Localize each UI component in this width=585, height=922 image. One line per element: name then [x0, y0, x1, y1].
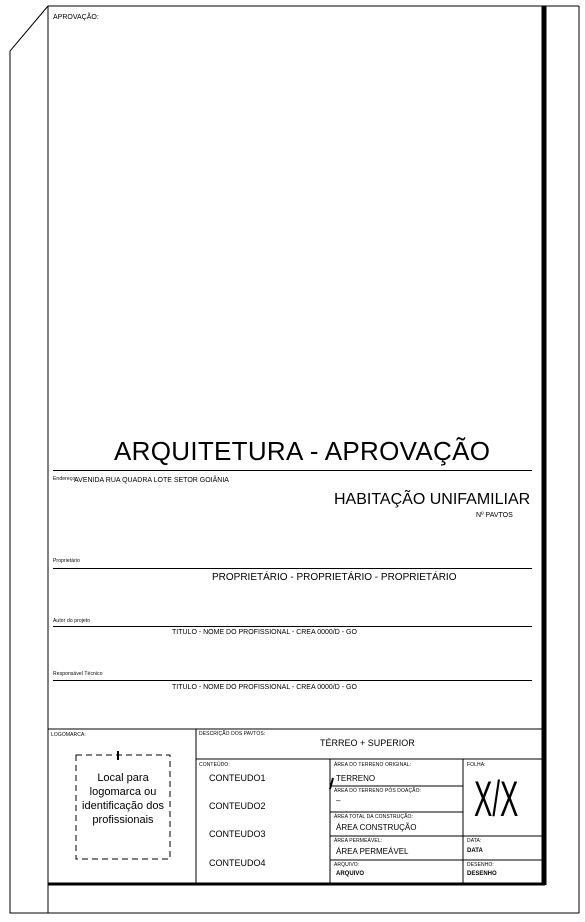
address-value: AVENIDA RUA QUADRA LOTE SETOR GOIÂNIA [74, 477, 229, 484]
area-original-label: ÁREA DO TERRENO ORIGINAL: [334, 762, 412, 768]
file-value: ARQUIVO [336, 871, 365, 877]
file-label: ARQUIVO: [334, 862, 360, 868]
responsible-label: Responsável Técnico [53, 671, 103, 677]
drawing-label: DESENHO: [467, 862, 494, 868]
owner-label: Proprietário [53, 558, 81, 564]
area-built-value: ÁREA CONSTRUÇÃO [336, 823, 417, 832]
area-built-label: ÁREA TOTAL DA CONSTRUÇÃO: [334, 814, 413, 820]
sheet-label: FOLHA: [467, 762, 486, 768]
address-label: Endereço: [53, 476, 77, 482]
date-value: DATA [467, 848, 483, 854]
date-label: DATA: [467, 838, 482, 844]
floors-count: Nº PAVTOS [476, 512, 513, 519]
logo-label: LOGOMARCA: [51, 732, 86, 738]
page-title: ARQUITETURA - APROVAÇÃO [114, 436, 491, 466]
area-original-value: TERRENO [336, 774, 376, 783]
logo-placeholder: Local para logomarca ou identificação dos profissionais [82, 772, 164, 826]
content-item-1: CONTEUDO1 [209, 773, 266, 783]
responsible-value: TITULO - NOME DO PROFISSIONAL - CREA 0000/D - GO [172, 684, 357, 691]
author-label: Autor do projeto [53, 618, 91, 624]
area-permeable-label: ÁREA PERMEÁVEL: [334, 838, 383, 844]
area-after-value: – [336, 796, 341, 805]
owner-value: PROPRIETÁRIO - PROPRIETÁRIO - PROPRIETÁRIO [212, 572, 457, 583]
floors-desc-label: DESCRIÇÃO DOS PAVTOS: [199, 731, 266, 737]
sheet-number: X/X [474, 771, 519, 827]
content-item-4: CONTEUDO4 [209, 858, 266, 868]
approval-label: APROVAÇÃO: [53, 14, 99, 21]
floors-desc-value: TÉRREO + SUPERIOR [320, 738, 415, 748]
content-item-3: CONTEUDO3 [209, 829, 266, 839]
content-item-2: CONTEUDO2 [209, 801, 266, 811]
content-label: CONTEÚDO: [199, 762, 230, 768]
author-value: TITULO - NOME DO PROFISSIONAL - CREA 0000/D - GO [172, 629, 357, 636]
area-permeable-value: ÁREA PERMEÁVEL [336, 847, 409, 856]
area-after-label: ÁREA DO TERRENO PÓS DOAÇÃO: [334, 788, 422, 794]
drawing-value: DESENHO [467, 871, 497, 877]
building-type: HABITAÇÃO UNIFAMILIAR [334, 491, 531, 508]
